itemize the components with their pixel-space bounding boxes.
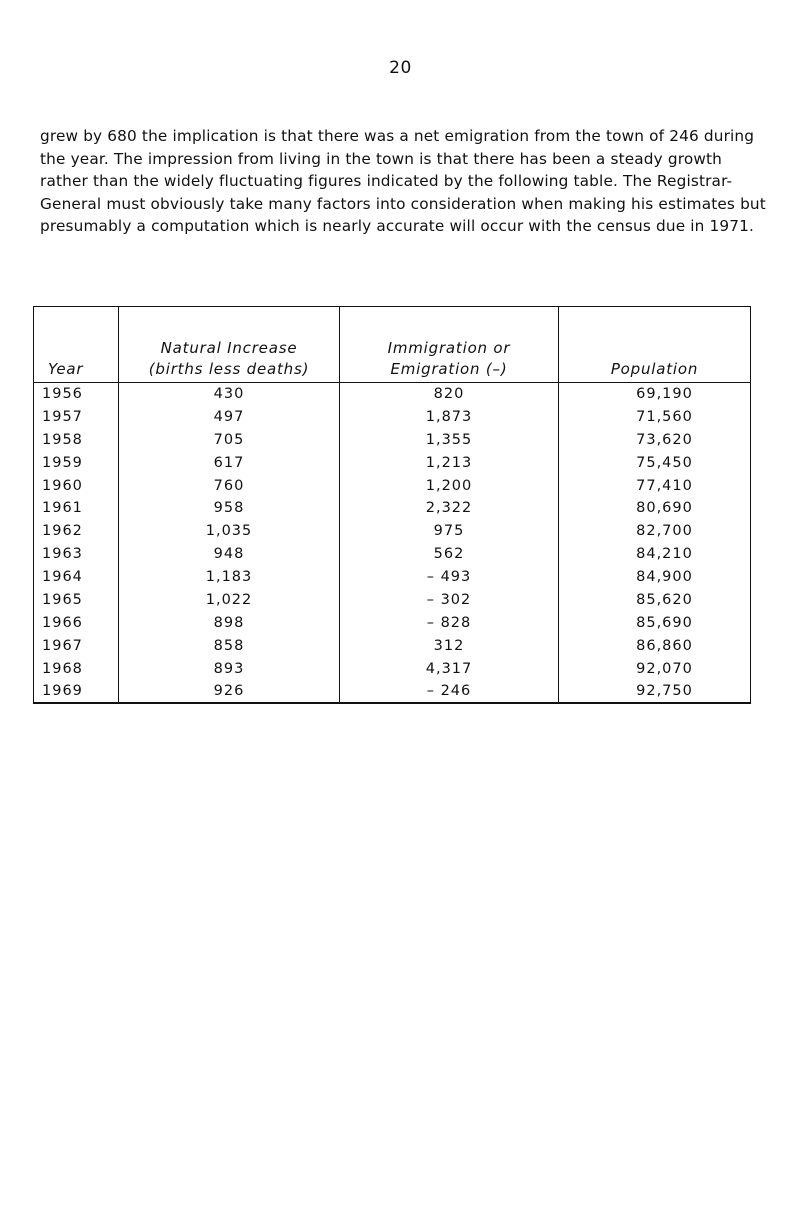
cell-population: 77,410 bbox=[559, 474, 751, 497]
cell-migration: – 302 bbox=[340, 589, 559, 612]
header-population bbox=[559, 307, 751, 383]
table-row bbox=[34, 566, 751, 589]
cell-natural: 705 bbox=[119, 428, 340, 451]
cell-year: 1969 bbox=[34, 680, 119, 703]
cell-natural: 893 bbox=[119, 657, 340, 680]
cell-migration: 1,873 bbox=[340, 405, 559, 428]
cell-migration: 1,200 bbox=[340, 474, 559, 497]
cell-natural: 958 bbox=[119, 497, 340, 520]
header-natural-line1: Natural Increase bbox=[160, 339, 298, 357]
cell-year: 1956 bbox=[34, 383, 119, 406]
cell-natural: 497 bbox=[119, 405, 340, 428]
cell-migration: 562 bbox=[340, 543, 559, 566]
cell-migration: 4,317 bbox=[340, 657, 559, 680]
header-natural-line2: (births less deaths) bbox=[148, 360, 310, 378]
cell-year: 1957 bbox=[34, 405, 119, 428]
cell-migration: 975 bbox=[340, 520, 559, 543]
cell-migration: 2,322 bbox=[340, 497, 559, 520]
cell-year: 1962 bbox=[34, 520, 119, 543]
cell-natural: 898 bbox=[119, 611, 340, 634]
cell-migration: 312 bbox=[340, 634, 559, 657]
cell-population: 85,690 bbox=[559, 611, 751, 634]
cell-population: 92,750 bbox=[559, 680, 751, 703]
page-number: 20 bbox=[389, 58, 412, 78]
cell-population: 82,700 bbox=[559, 520, 751, 543]
cell-natural: 1,183 bbox=[119, 566, 340, 589]
cell-year: 1964 bbox=[34, 566, 119, 589]
cell-natural: 1,035 bbox=[119, 520, 340, 543]
table-row bbox=[34, 543, 751, 566]
header-population-label: Population bbox=[610, 360, 699, 378]
table-row bbox=[34, 474, 751, 497]
cell-natural: 858 bbox=[119, 634, 340, 657]
table-row bbox=[34, 497, 751, 520]
header-migration-line1: Immigration or bbox=[387, 339, 511, 357]
cell-year: 1959 bbox=[34, 451, 119, 474]
table-row bbox=[34, 680, 751, 703]
table-row bbox=[34, 657, 751, 680]
cell-population: 84,210 bbox=[559, 543, 751, 566]
cell-natural: 617 bbox=[119, 451, 340, 474]
cell-population: 73,620 bbox=[559, 428, 751, 451]
cell-year: 1967 bbox=[34, 634, 119, 657]
table-row bbox=[34, 611, 751, 634]
cell-year: 1966 bbox=[34, 611, 119, 634]
cell-migration: 1,355 bbox=[340, 428, 559, 451]
table-row bbox=[34, 428, 751, 451]
cell-population: 85,620 bbox=[559, 589, 751, 612]
cell-migration: 820 bbox=[340, 383, 559, 406]
cell-natural: 760 bbox=[119, 474, 340, 497]
cell-population: 75,450 bbox=[559, 451, 751, 474]
body-paragraph: grew by 680 the implication is that there was a net emigration from the town of 246 during the year. The impression from living in the town is that there has been a steady growth rather than the widely fluctuating figures indicated by the following table. The Registrar-General must obviously take many factors into consideration when making his estimates but presumably a computation which is nearly accurate will occur with the census due in 1971. bbox=[40, 127, 766, 236]
cell-year: 1961 bbox=[34, 497, 119, 520]
cell-year: 1958 bbox=[34, 428, 119, 451]
cell-year: 1965 bbox=[34, 589, 119, 612]
cell-natural: 926 bbox=[119, 680, 340, 703]
table-row bbox=[34, 383, 751, 406]
population-table bbox=[33, 306, 751, 704]
cell-population: 84,900 bbox=[559, 566, 751, 589]
cell-natural: 948 bbox=[119, 543, 340, 566]
cell-population: 69,190 bbox=[559, 383, 751, 406]
table-row bbox=[34, 634, 751, 657]
cell-population: 92,070 bbox=[559, 657, 751, 680]
cell-natural: 430 bbox=[119, 383, 340, 406]
table-row bbox=[34, 405, 751, 428]
cell-year: 1963 bbox=[34, 543, 119, 566]
cell-migration: – 246 bbox=[340, 680, 559, 703]
table-header-row bbox=[34, 307, 751, 383]
table-row bbox=[34, 520, 751, 543]
cell-population: 80,690 bbox=[559, 497, 751, 520]
cell-year: 1960 bbox=[34, 474, 119, 497]
cell-migration: – 828 bbox=[340, 611, 559, 634]
header-natural-increase bbox=[119, 307, 340, 383]
header-migration bbox=[340, 307, 559, 383]
header-year bbox=[34, 307, 119, 383]
cell-natural: 1,022 bbox=[119, 589, 340, 612]
cell-year: 1968 bbox=[34, 657, 119, 680]
table-row bbox=[34, 589, 751, 612]
cell-population: 71,560 bbox=[559, 405, 751, 428]
cell-population: 86,860 bbox=[559, 634, 751, 657]
header-migration-line2: Emigration (–) bbox=[390, 360, 508, 378]
cell-migration: 1,213 bbox=[340, 451, 559, 474]
header-year-label: Year bbox=[48, 360, 84, 378]
cell-migration: – 493 bbox=[340, 566, 559, 589]
table-row bbox=[34, 451, 751, 474]
